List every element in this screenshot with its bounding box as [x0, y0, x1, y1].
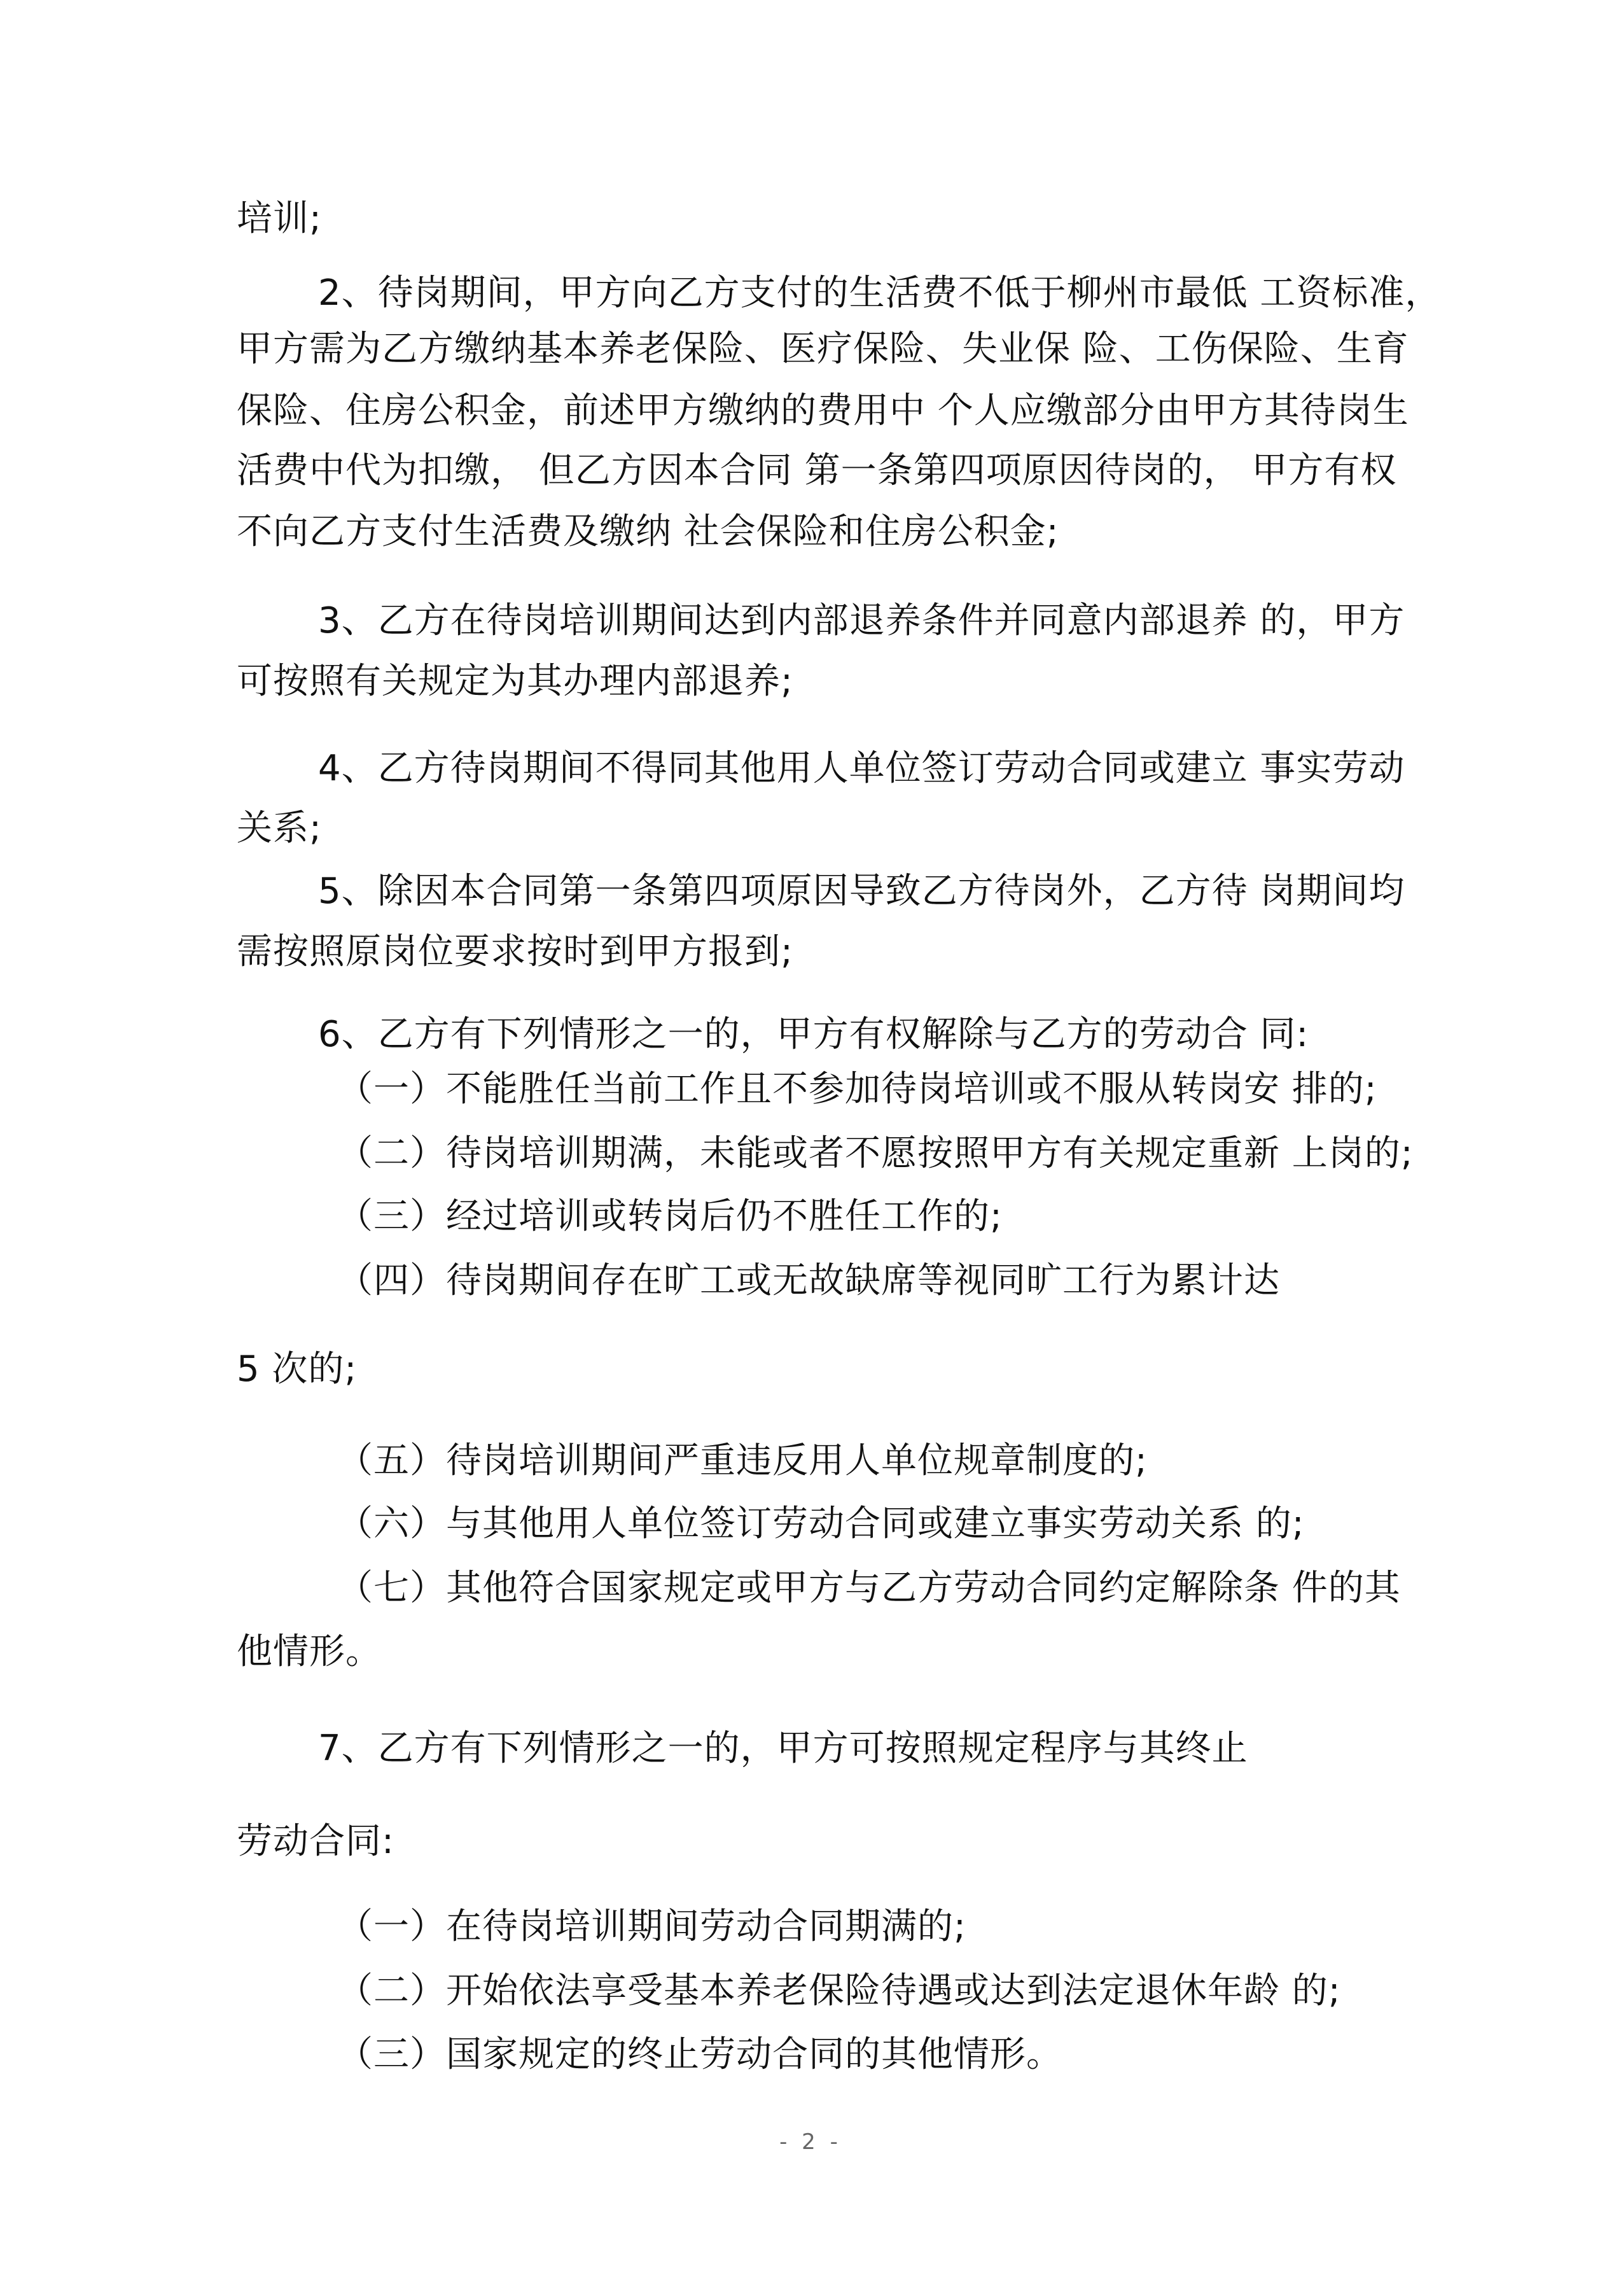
text-line: （四）待岗期间存在旷工或无故缺席等视同旷工行为累计达 [337, 1260, 1280, 1301]
text-line: 保险、住房公积金，前述甲方缴纳的费用中 个人应缴部分由甲方其待岗生 [237, 390, 1409, 431]
text-line: 5 次的; [237, 1348, 358, 1390]
text-line: 3、乙方在待岗培训期间达到内部退养条件并同意内部退养 的，甲方 [318, 600, 1405, 641]
text-line: 需按照原岗位要求按时到甲方报到; [237, 931, 793, 972]
text-line: （二）待岗培训期满，未能或者不愿按照甲方有关规定重新 上岗的; [337, 1133, 1414, 1174]
text-line: 培训; [237, 198, 322, 239]
text-line: （二）开始依法享受基本养老保险待遇或达到法定退休年龄 的; [337, 1970, 1341, 2012]
text-line: 劳动合同: [237, 1821, 394, 1862]
text-line: 他情形。 [237, 1631, 382, 1672]
page-number: - 2 - [779, 2129, 842, 2155]
text-line: 活费中代为扣缴， 但乙方因本合同 第一条第四项原因待岗的， 甲方有权 [237, 450, 1397, 491]
text-line: 7、乙方有下列情形之一的，甲方可按照规定程序与其终止 [318, 1728, 1248, 1769]
text-line: （三）国家规定的终止劳动合同的其他情形。 [337, 2034, 1062, 2075]
text-line: （一）不能胜任当前工作且不参加待岗培训或不服从转岗安 排的; [337, 1068, 1377, 1110]
text-line: 6、乙方有下列情形之一的，甲方有权解除与乙方的劳动合 同: [318, 1014, 1309, 1055]
text-line: （一）在待岗培训期间劳动合同期满的; [337, 1906, 966, 1947]
text-line: （三）经过培训或转岗后仍不胜任工作的; [337, 1196, 1003, 1237]
text-line: （六）与其他用人单位签订劳动合同或建立事实劳动关系 的; [337, 1503, 1305, 1544]
text-line: 5、除因本合同第一条第四项原因导致乙方待岗外，乙方待 岗期间均 [318, 871, 1405, 912]
text-line: 不向乙方支付生活费及缴纳 社会保险和住房公积金; [237, 511, 1059, 552]
text-line: 甲方需为乙方缴纳基本养老保险、医疗保险、失业保 险、工伤保险、生育 [237, 328, 1409, 370]
text-line: 关系; [237, 808, 322, 849]
text-line: （七）其他符合国家规定或甲方与乙方劳动合同约定解除条 件的其 [337, 1567, 1401, 1609]
text-line: 可按照有关规定为其办理内部退养; [237, 661, 793, 702]
text-line: 2、待岗期间，甲方向乙方支付的生活费不低于柳州市最低 工资标准， [318, 272, 1442, 314]
text-line: 4、乙方待岗期间不得同其他用人单位签订劳动合同或建立 事实劳动 [318, 748, 1405, 789]
text-line: （五）待岗培训期间严重违反用人单位规章制度的; [337, 1440, 1148, 1481]
